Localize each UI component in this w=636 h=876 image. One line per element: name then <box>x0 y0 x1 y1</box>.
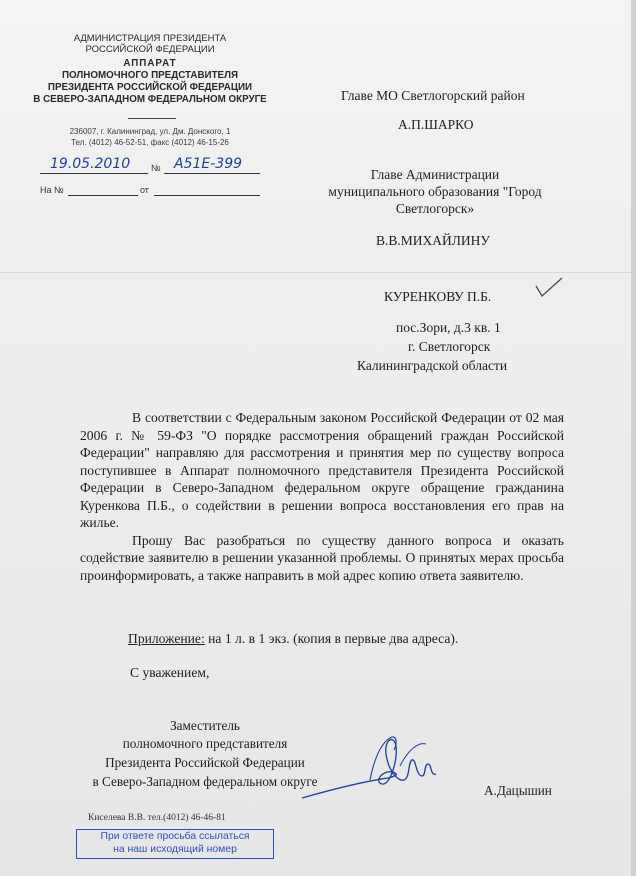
number-label: № <box>151 163 161 173</box>
executor-info: Киселева В.В. тел.(4012) 46-46-81 <box>88 813 226 823</box>
letterhead-phones: Тел. (4012) 46-52-51, факс (4012) 46-15-26 <box>71 138 229 147</box>
registration-number: A51E-399 <box>174 156 243 172</box>
ref-label: На № <box>40 185 64 195</box>
addressee-2-line-2: муниципального образования "Город <box>328 184 542 199</box>
addressee-2-name: В.В.МИХАЙЛИНУ <box>376 233 490 248</box>
body-paragraph-2: Прошу Вас разобраться по существу данного вопроса и оказать содействие заявителю в решении указанной проблемы. О принятых мерах просьба проинформировать, а также направить в мой адрес копию ответа заявителю. <box>80 532 564 583</box>
signatory-line-3: Президента Российской Федерации <box>105 755 305 770</box>
addressee-3-region: Калининградской области <box>357 358 508 373</box>
signatory-line-4: в Северо-Западном федеральном округе <box>92 774 318 789</box>
addressee-3-city: г. Светлогорск <box>408 339 491 354</box>
paper-edge <box>631 0 636 876</box>
from-underline <box>154 195 260 196</box>
attachment-text: на 1 л. в 1 экз. (копия в первые два адреса). <box>204 631 459 646</box>
attachment-line <box>128 631 458 647</box>
letterhead-line-2: РОССИЙСКОЙ ФЕДЕРАЦИИ <box>85 44 215 55</box>
letterhead-line-4: ПОЛНОМОЧНОГО ПРЕДСТАВИТЕЛЯ <box>61 70 239 81</box>
ref-underline <box>68 195 138 196</box>
handwritten-signature <box>300 720 450 810</box>
letterhead-line-3: АППАРАТ <box>123 58 177 69</box>
attachment-label: Приложение: <box>128 631 205 646</box>
letterhead-line-5: ПРЕЗИДЕНТА РОССИЙСКОЙ ФЕДЕРАЦИИ <box>47 82 253 93</box>
addressee-3-street: пос.Зори, д.3 кв. 1 <box>396 320 501 335</box>
letterhead-line-1: АДМИНИСТРАЦИЯ ПРЕЗИДЕНТА <box>73 33 227 44</box>
addressee-2-line-1: Главе Администрации <box>370 167 500 182</box>
letterhead-separator <box>128 118 176 119</box>
signatory-name: А.Дацышин <box>484 783 552 798</box>
addressee-1-name: А.П.ШАРКО <box>398 117 474 132</box>
body-paragraph-1: В соответствии с Федеральным законом Российской Федерации от 02 мая 2006 г. № 59-ФЗ "О порядке рассмотрения обращений граждан Российской Федерации" направляю для рассмотрения и принятия мер по существу вопроса поступившее в Аппарат полномочного представителя Президента Российской Федерации в Северо-Западном федеральном округе обращение гражданина Куренкова П.Б., о содействии в решении вопроса восстановления его прав на жилье. <box>80 410 564 530</box>
signatory-line-1: Заместитель <box>170 718 240 733</box>
checkmark-icon <box>534 276 564 298</box>
letterhead-line-6: В СЕВЕРО-ЗАПАДНОМ ФЕДЕРАЛЬНОМ ОКРУГЕ <box>33 94 267 105</box>
letterhead-address: 236007, г. Калининград, ул. Дм. Донского, 1 <box>69 127 231 136</box>
stamp-line-1: При ответе просьба ссылаться <box>100 831 250 842</box>
addressee-3-name: КУРЕНКОВУ П.Б. <box>384 289 492 304</box>
date-underline <box>40 173 148 174</box>
stamp-line-2: на наш исходящий номер <box>113 844 237 855</box>
registration-date: 19.05.2010 <box>50 156 131 172</box>
addressee-2-line-3: Светлогорск» <box>395 201 475 216</box>
paper-fold <box>0 272 636 273</box>
number-underline <box>164 173 260 174</box>
signatory-line-2: полномочного представителя <box>122 736 288 751</box>
regards: С уважением, <box>130 665 210 680</box>
from-label: от <box>140 185 149 195</box>
addressee-1-title: Главе МО Светлогорский район <box>341 88 525 103</box>
letter-body <box>80 409 564 584</box>
reply-reference-stamp <box>76 829 274 859</box>
